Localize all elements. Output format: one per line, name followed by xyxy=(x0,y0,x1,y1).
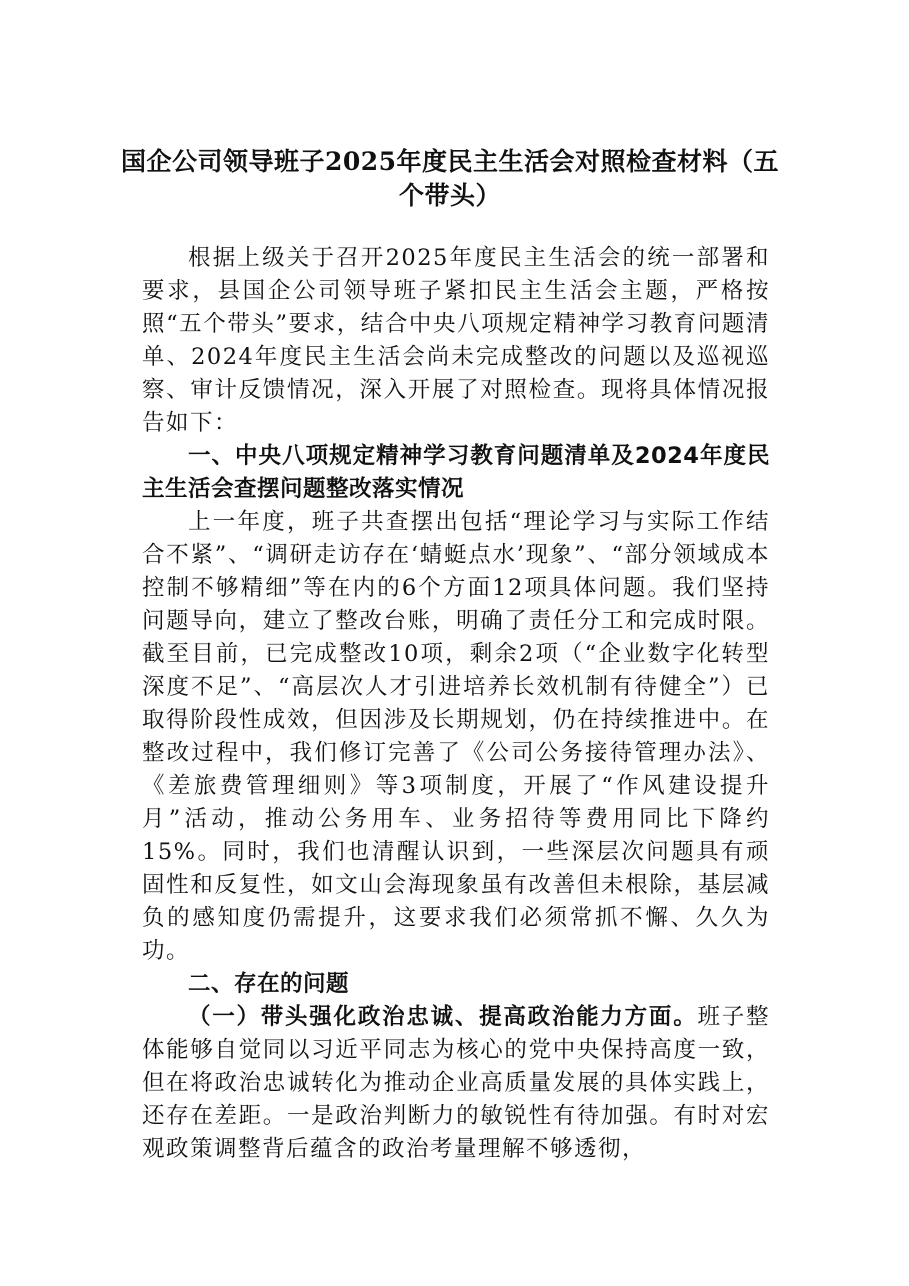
item-1-paragraph xyxy=(142,1001,770,1166)
section-1-heading: 一、中央八项规定精神学习教育问题清单及2024年度民主生活会查摆问题整改落实情况 xyxy=(142,443,770,502)
document-title: 国企公司领导班子2025年度民主生活会对照检查材料（五个带头） xyxy=(120,147,780,210)
document-body xyxy=(142,242,770,1166)
section-1-paragraph: 上一年度，班子共查摆出包括“理论学习与实际工作结合不紧”、“调研走访存在‘蜻蜓点水’现象”、“部分领域成本控制不够精细”等在内的6个方面12项具体问题。我们坚持问题导向，建立了整改台账，明确了责任分工和完成时限。截至目前，已完成整改10项，剩余2项（“企业数字化转型深度不足”、“高层次人才引进培养长效机制有待健全”）已取得阶段性成效，但因涉及长期规划，仍在持续推进中。在整改过程中，我们修订完善了《公司公务接待管理办法》、《差旅费管理细则》等3项制度，开展了“作风建设提升月”活动，推动公务用车、业务招待等费用同比下降约15%。同时，我们也清醒认识到，一些深层次问题具有顽固性和反复性，如文山会海现象虽有改善但未根除，基层减负的感知度仍需提升，这要求我们必须常抓不懈、久久为功。 xyxy=(142,509,770,964)
item-1-body: 班子整体能够自觉同以习近平同志为核心的党中央保持高度一致，但在将政治忠诚转化为推动企业高质量发展的具体实践上，还存在差距。一是政治判断力的敏锐性有待加强。有时对宏观政策调整背后蕴含的政治考量理解不够透彻， xyxy=(142,1004,770,1162)
section-2-heading: 二、存在的问题 xyxy=(188,971,350,997)
intro-paragraph: 根据上级关于召开2025年度民主生活会的统一部署和要求，县国企公司领导班子紧扣民主生活会主题，严格按照“五个带头”要求，结合中央八项规定精神学习教育问题清单、2024年度民主生活会尚未完成整改的问题以及巡视巡察、审计反馈情况，深入开展了对照检查。现将具体情况报告如下： xyxy=(142,245,770,436)
item-1-lead: （一）带头强化政治忠诚、提高政治能力方面。 xyxy=(188,1004,698,1030)
